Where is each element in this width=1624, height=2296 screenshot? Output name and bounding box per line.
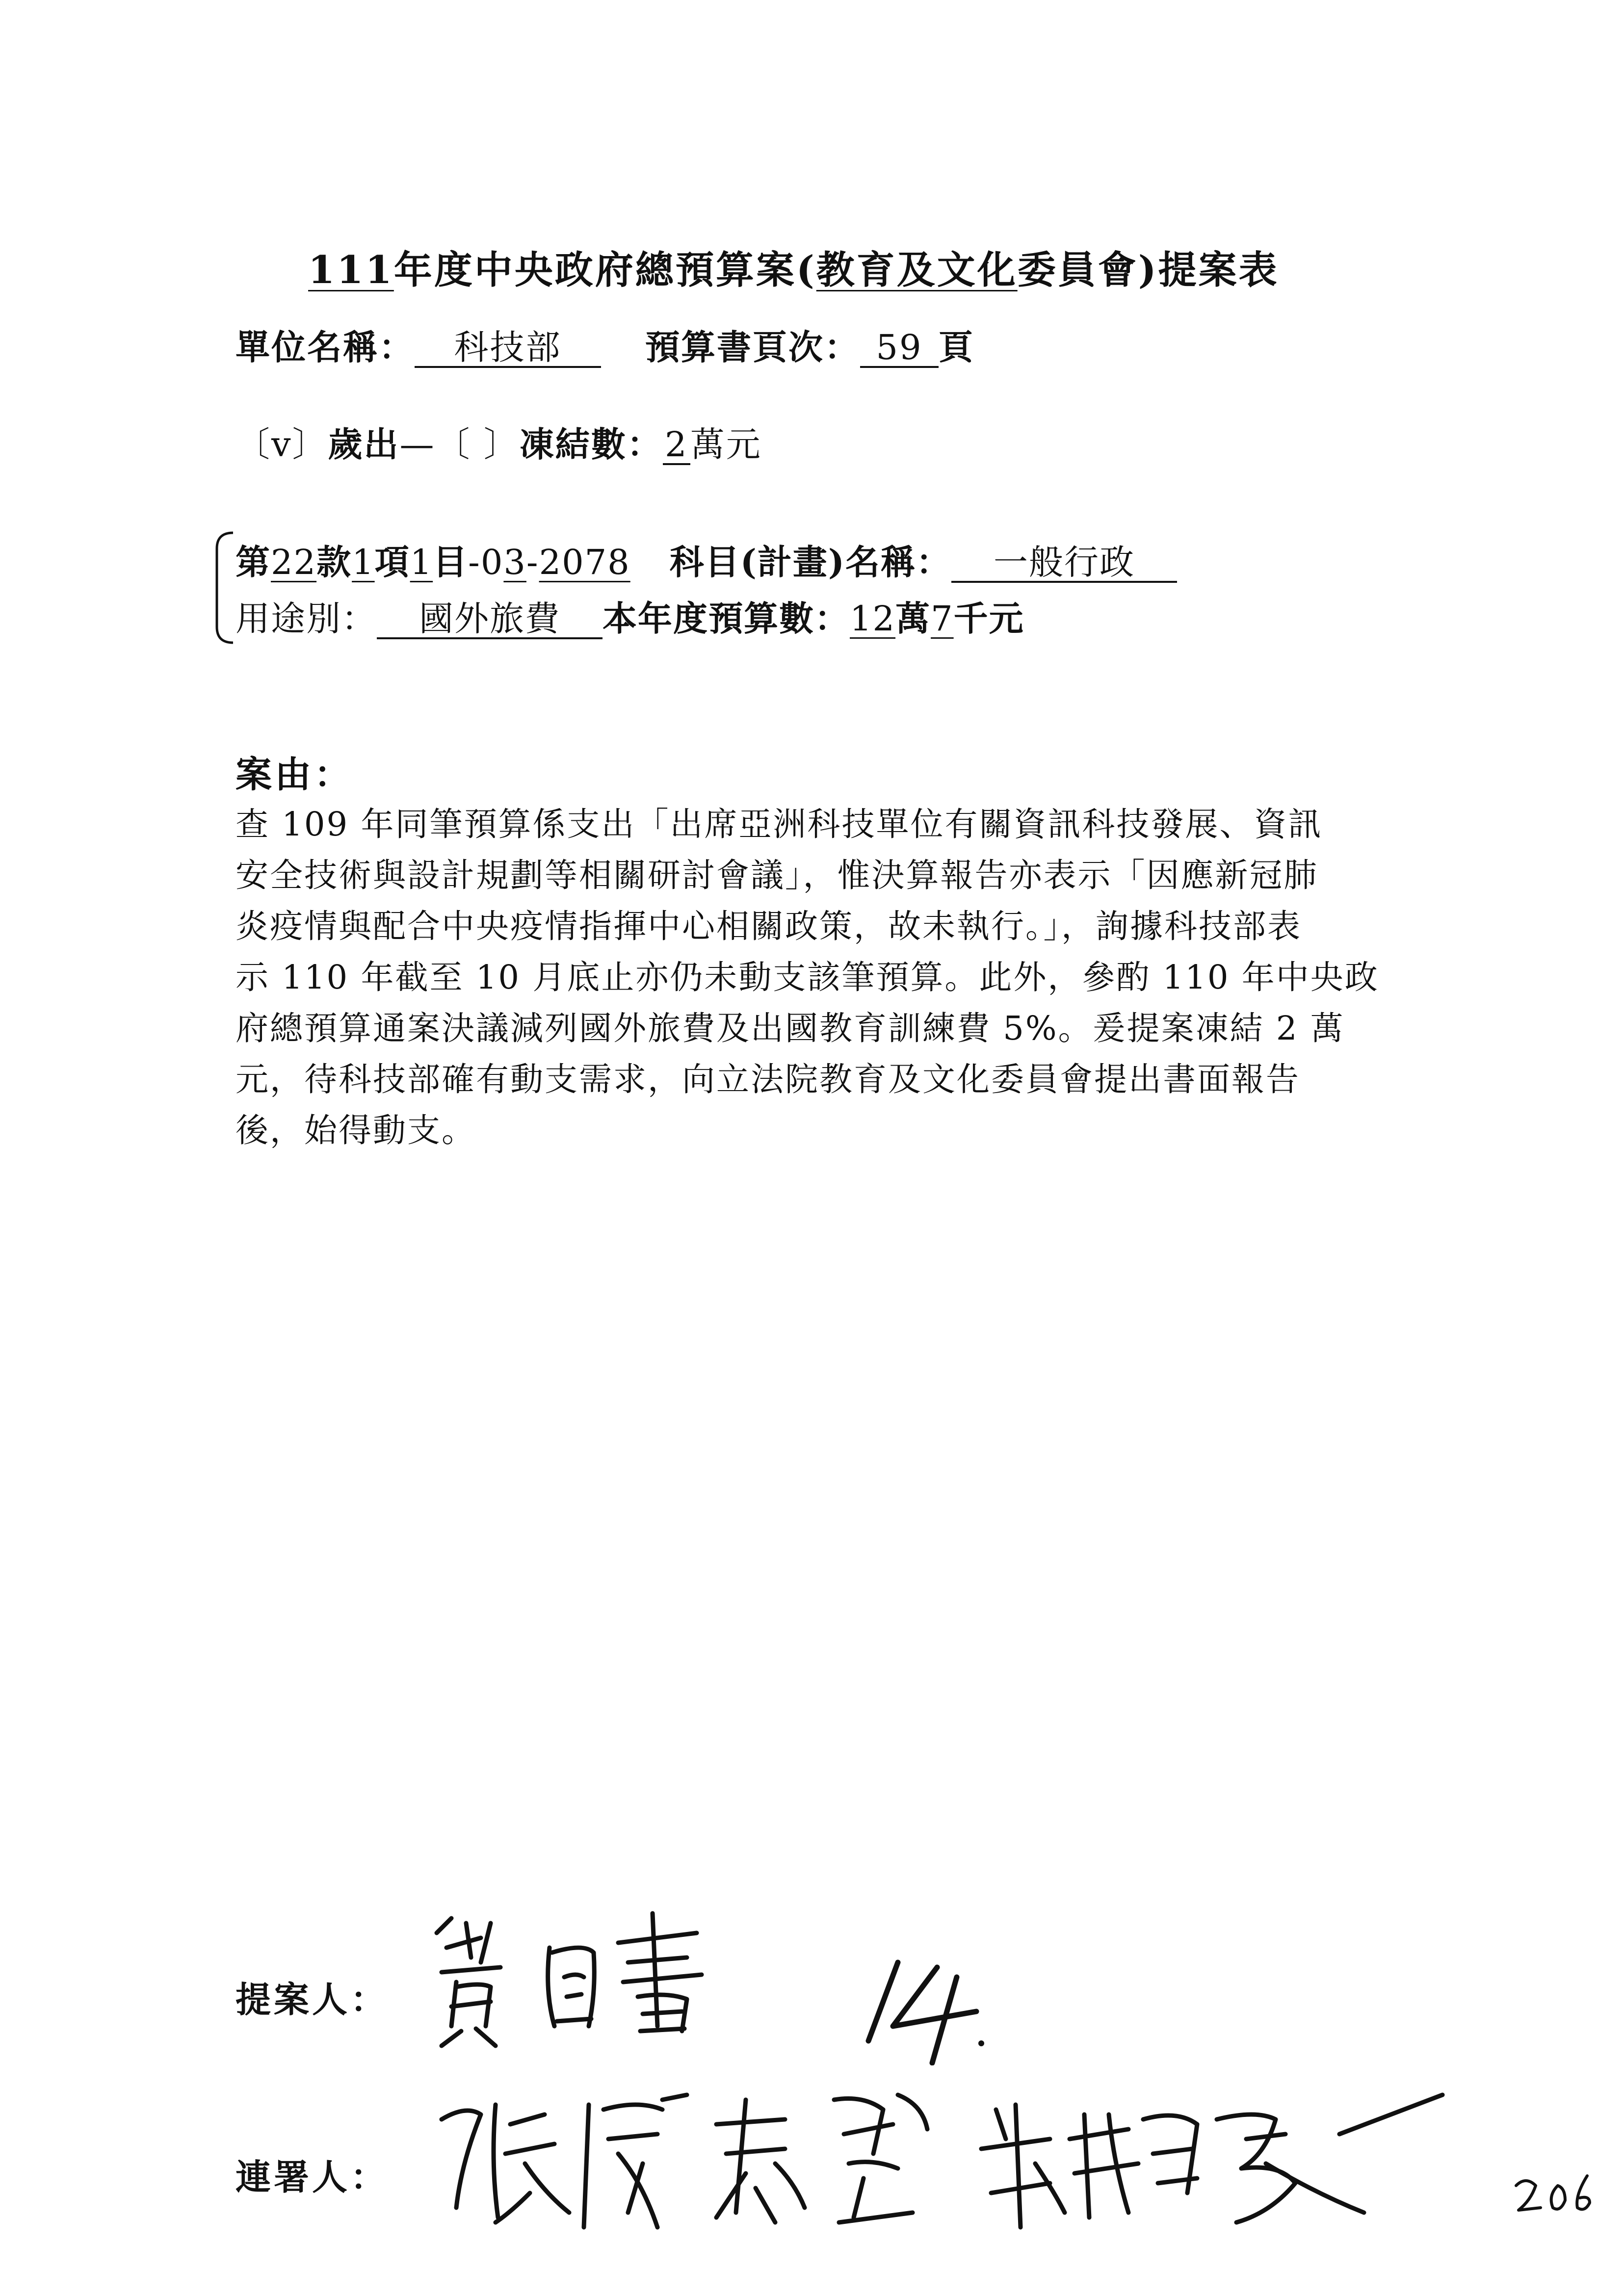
subject-label: 科目(計畫)名稱： bbox=[669, 542, 951, 582]
account-row: 第22款1項1目-03-2078 科目(計畫)名稱： 一般行政 bbox=[236, 535, 1177, 584]
budget-wan: 12 bbox=[850, 599, 896, 639]
proposer-label: 提案人： bbox=[236, 1979, 389, 2020]
purpose-value: 國外旅費 bbox=[377, 601, 602, 639]
proposer-signature bbox=[422, 1904, 824, 2051]
title-committee: 教育及文化 bbox=[816, 248, 1018, 292]
purpose-row: 用途別： 國外旅費 本年度預算數：12萬7千元 bbox=[236, 598, 1024, 639]
freeze-label: 凍結數： bbox=[519, 424, 663, 465]
reason-line: 炎疫情與配合中央疫情指揮中心相關政策，故未執行。」，詢據科技部表 bbox=[236, 907, 1302, 945]
reason-line: 府總預算通案決議減列國外旅費及出國教育訓練費 5%。爰提案凍結 2 萬 bbox=[236, 1009, 1345, 1047]
freeze-amount: 2 bbox=[663, 427, 690, 465]
page-number-mark bbox=[1511, 2166, 1599, 2220]
account-bracket bbox=[206, 529, 236, 647]
page-label: 預算書頁次： bbox=[645, 327, 860, 367]
mu-number: 1 bbox=[410, 542, 433, 582]
budget-qian: 7 bbox=[931, 599, 954, 639]
reason-heading: 案由： bbox=[236, 754, 353, 796]
account-code-1: 3 bbox=[503, 542, 526, 582]
unit-label: 單位名稱： bbox=[236, 327, 415, 367]
checkbox-empty: 〔 〕 bbox=[435, 424, 520, 465]
title-year: 111 bbox=[308, 248, 394, 292]
freeze-row bbox=[236, 417, 762, 467]
number-mark bbox=[864, 1957, 1021, 2065]
purpose-label: 用途別： bbox=[236, 599, 377, 639]
unit-row bbox=[236, 320, 974, 369]
subject-value: 一般行政 bbox=[951, 545, 1177, 583]
dash: — bbox=[399, 424, 436, 465]
title-text: 年度中央政府總預算案( bbox=[393, 248, 816, 292]
reason-line: 安全技術與設計規劃等相關研討會議」，惟決算報告亦表示「因應新冠肺 bbox=[236, 856, 1318, 894]
title-committee-tail: 委員會 bbox=[1017, 248, 1138, 292]
check-mark: v bbox=[271, 424, 292, 465]
cosigner-label: 連署人： bbox=[236, 2156, 389, 2198]
expense-label: 歲出 bbox=[328, 424, 400, 465]
kuan-number: 22 bbox=[271, 542, 317, 582]
account-code-2: 2078 bbox=[539, 542, 630, 582]
freeze-unit: 萬元 bbox=[690, 424, 762, 465]
reason-line: 後，始得動支。 bbox=[236, 1111, 476, 1149]
page-unit: 頁 bbox=[939, 327, 974, 367]
reason-line: 示 110 年截至 10 月底止亦仍未動支該筆預算。此外，參酌 110 年中央政 bbox=[236, 958, 1379, 996]
reason-line: 元，待科技部確有動支需求，向立法院教育及文化委員會提出書面報告 bbox=[236, 1060, 1300, 1098]
checkbox-expense: 〔v〕 bbox=[236, 424, 328, 465]
page-title bbox=[308, 239, 1279, 294]
reason-body bbox=[236, 799, 1379, 1156]
xiang-number: 1 bbox=[352, 542, 375, 582]
reason-line: 查 109 年同筆預算係支出「出席亞洲科技單位有關資訊科技發展、資訊 bbox=[236, 805, 1323, 843]
unit-value: 科技部 bbox=[415, 330, 601, 368]
title-suffix: )提案表 bbox=[1138, 248, 1279, 292]
page-value: 59 bbox=[860, 330, 939, 368]
cosigner-signatures bbox=[432, 2065, 1452, 2242]
budget-label: 本年度預算數： bbox=[602, 598, 850, 639]
